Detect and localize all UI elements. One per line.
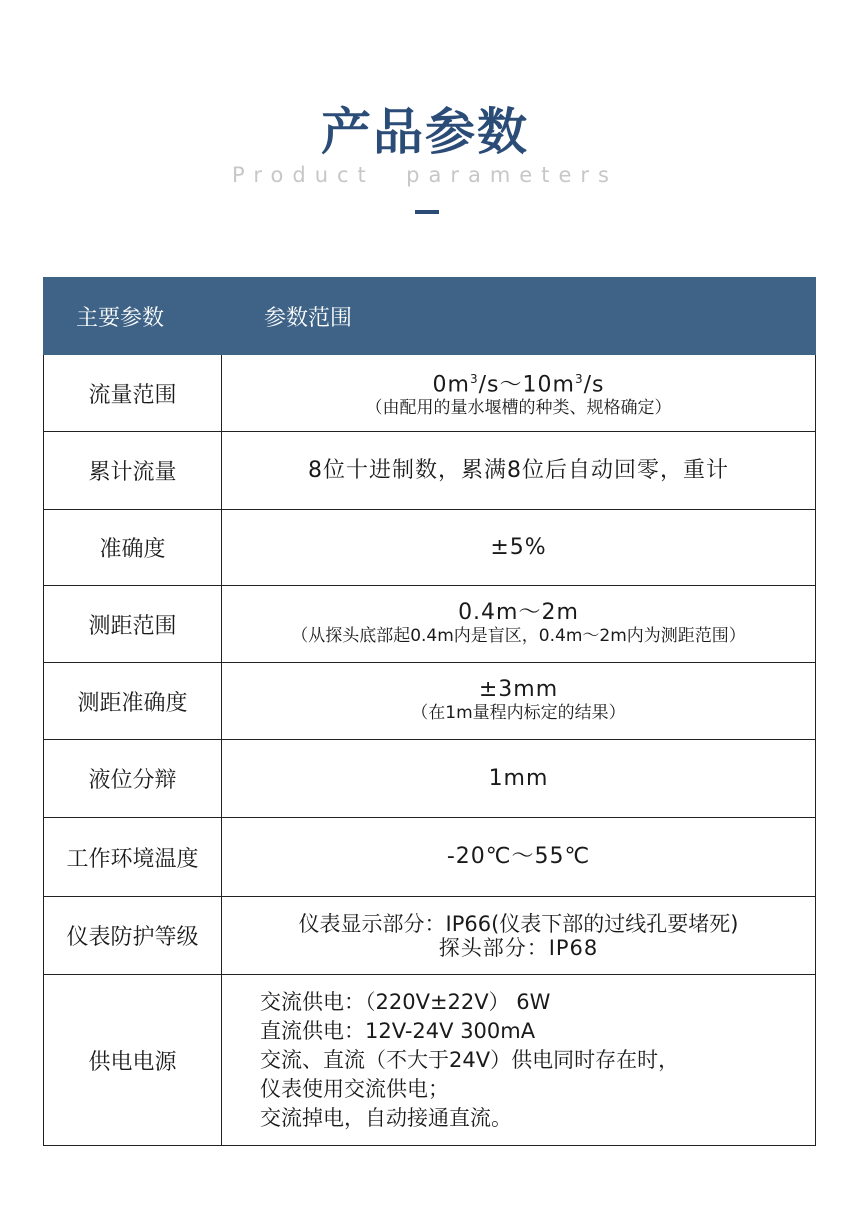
value-line: 交流供电：（220V±22V） 6W bbox=[260, 989, 551, 1014]
row-value bbox=[222, 897, 816, 975]
value-main: ±3mm bbox=[478, 677, 559, 702]
row-value bbox=[222, 586, 816, 663]
value-line: 交流掉电，自动接通直流。 bbox=[260, 1105, 512, 1130]
table-row bbox=[44, 975, 816, 1146]
title-divider bbox=[415, 210, 439, 214]
row-label: 仪表防护等级 bbox=[44, 897, 222, 975]
table-header-row bbox=[44, 278, 816, 355]
value-line: 仪表使用交流供电； bbox=[260, 1076, 449, 1101]
row-label: 液位分辩 bbox=[44, 740, 222, 818]
value-line: 直流供电：12V-24V 300mA bbox=[260, 1018, 536, 1043]
value-note: （在1m量程内标定的结果） bbox=[411, 703, 626, 723]
row-value bbox=[222, 663, 816, 740]
value-main: $0m^3/s\sim 10m^3/s$ bbox=[432, 371, 605, 398]
page-subtitle: Product parameters bbox=[232, 163, 618, 187]
value-note: （由配用的量水堰槽的种类、规格确定） bbox=[365, 398, 672, 419]
table-row bbox=[44, 818, 816, 897]
value-line: 交流、直流（不大于24V）供电同时存在时， bbox=[260, 1047, 680, 1072]
row-label: 测距范围 bbox=[44, 586, 222, 663]
table-row bbox=[44, 510, 816, 586]
value-main: 0.4m～2m bbox=[458, 600, 579, 625]
value-line: 探头部分：IP68 bbox=[438, 935, 599, 960]
table-row bbox=[44, 663, 816, 740]
row-value bbox=[222, 355, 816, 432]
row-value: ±5% bbox=[222, 510, 816, 586]
table-row bbox=[44, 897, 816, 975]
row-label: 准确度 bbox=[44, 510, 222, 586]
row-label: 累计流量 bbox=[44, 432, 222, 510]
row-label: 供电电源 bbox=[44, 975, 222, 1146]
table-row bbox=[44, 432, 816, 510]
row-label: 测距准确度 bbox=[44, 663, 222, 740]
value-note: （从探头底部起0.4m内是盲区，0.4m～2m内为测距范围） bbox=[291, 626, 746, 646]
parameters-table bbox=[43, 277, 816, 1146]
table-row bbox=[44, 586, 816, 663]
column-header-main-parameter: 主要参数 bbox=[44, 278, 222, 355]
table-row bbox=[44, 355, 816, 432]
row-value: 1mm bbox=[222, 740, 816, 818]
table-row bbox=[44, 740, 816, 818]
row-value: 8位十进制数，累满8位后自动回零，重计 bbox=[222, 432, 816, 510]
column-header-parameter-range: 参数范围 bbox=[222, 278, 816, 355]
page-title: 产品参数 bbox=[321, 103, 529, 161]
row-label: 工作环境温度 bbox=[44, 818, 222, 897]
row-label: 流量范围 bbox=[44, 355, 222, 432]
row-value: -20℃～55℃ bbox=[222, 818, 816, 897]
value-line: 仪表显示部分：IP66(仪表下部的过线孔要堵死) bbox=[298, 911, 739, 936]
row-value bbox=[222, 975, 816, 1146]
